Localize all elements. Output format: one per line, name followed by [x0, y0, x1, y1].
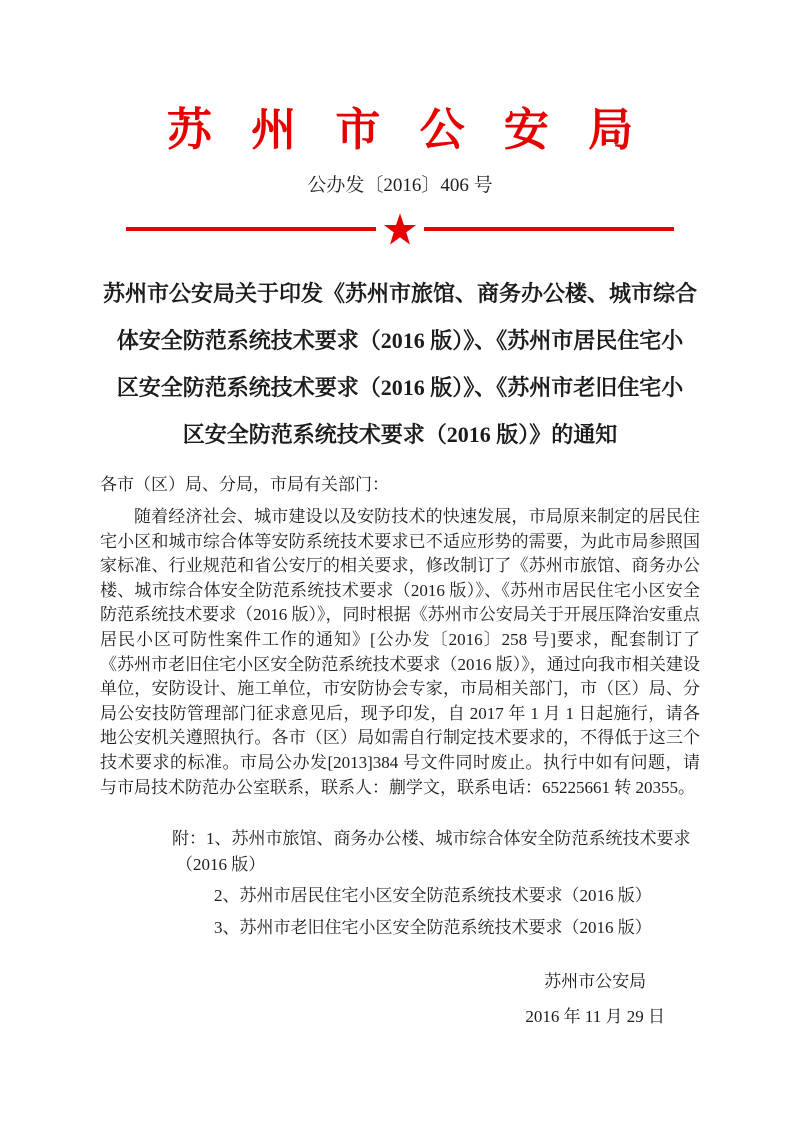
document-number: 公办发〔2016〕406 号	[307, 175, 493, 196]
signature-agency: 苏州市公安局	[544, 972, 647, 992]
document-body	[100, 472, 700, 1027]
signature-block	[525, 969, 665, 1030]
attachment-item: 附：1、苏州市旅馆、商务办公楼、城市综合体安全防范系统技术要求	[172, 829, 691, 849]
body-paragraph: 随着经济社会、城市建设以及安防技术的快速发展，市局原来制定的居民住宅小区和城市综合体等安防系统技术要求已不适应形势的需要，为此市局参照国家标准、行业规范和省公安厅的相关要求，修改制订了《苏州市旅馆、商务办公楼、城市综合体安全防范系统技术要求（2016 版）》、《苏州市居民住宅小区安全防范系统技术要求（2016 版）》，同时根据《苏州市公安局关于开展压降治安重点居民小区可防性案件工作的通知》[公办发〔2016〕258 号]要求，配套制订了《苏州市老旧住宅小区安全防范系统技术要求（2016 版）》，通过向我市相关建设单位，安防设计、施工单位，市安防协会专家，市局相关部门，市（区）局、分局公安技防管理部门征求意见后，现予印发，自 2017 年 1 月 1 日起施行，请各地公安机关遵照执行。各市（区）局如需自行制定技术要求的，不得低于这三个技术要求的标准。市局公办发[2013]384 号文件同时废止。执行中如有问题，请与市局技术防范办公室联系，联系人：蒯学文，联系电话：65225661 转 20355。	[100, 507, 700, 797]
document-title-line: 体安全防范系统技术要求（2016 版）》、《苏州市居民住宅小	[116, 328, 684, 353]
star-icon	[383, 212, 417, 246]
signature-date: 2016 年 11 月 29 日	[525, 1007, 665, 1027]
agency-letterhead-title: 苏 州 市 公 安 局	[166, 105, 648, 155]
attachment-item: 2、苏州市居民住宅小区安全防范系统技术要求（2016 版）	[214, 886, 652, 906]
divider-rule-left	[126, 227, 376, 231]
salutation: 各市（区）局、分局，市局有关部门：	[100, 475, 389, 494]
document-title-line: 区安全防范系统技术要求（2016 版）》、《苏州市老旧住宅小	[116, 375, 684, 400]
document-title	[0, 270, 800, 458]
letterhead-divider	[126, 210, 674, 248]
attachment-item: 3、苏州市老旧住宅小区安全防范系统技术要求（2016 版）	[214, 918, 652, 938]
document-title-line: 区安全防范系统技术要求（2016 版）》的通知	[182, 422, 618, 447]
divider-rule-right	[424, 227, 674, 231]
document-title-line: 苏州市公安局关于印发《苏州市旅馆、商务办公楼、城市综合	[102, 281, 697, 306]
attachment-list	[100, 826, 700, 941]
attachment-item-continuation: （2016 版）	[176, 855, 266, 875]
